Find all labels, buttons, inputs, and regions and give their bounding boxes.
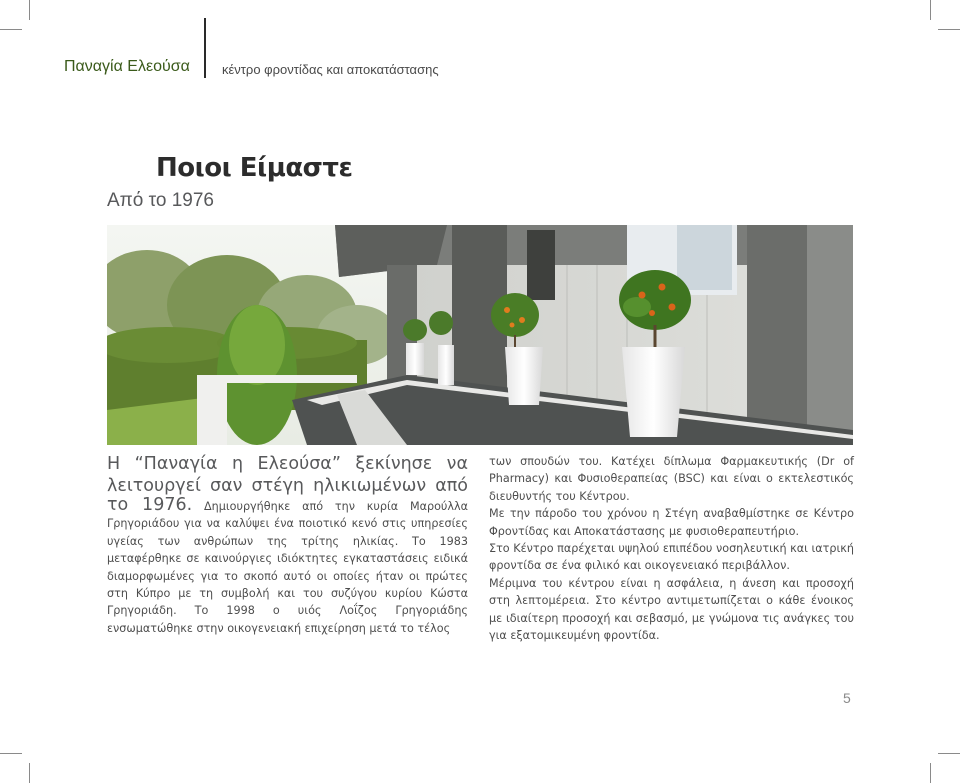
- crop-mark: [938, 753, 960, 754]
- left-body-paragraph: [107, 497, 468, 637]
- crop-mark: [938, 29, 960, 30]
- right-paragraph-4: Μέριμνα του κέντρου είναι η ασφάλεια, η άνεση και προσοχή στη λεπτομέρεια. Στο κέντρο αντιμετωπίζεται ο κάθε ένοικος με ιδιαίτερη προσοχή και σεβασμό, με γνώμονα τις ανάγκες του για εξατομικευμένη φροντίδα.: [489, 576, 854, 643]
- crop-mark: [0, 753, 22, 754]
- crop-mark: [930, 763, 931, 783]
- crop-mark: [29, 763, 30, 783]
- lead-line-1: Η “Παναγία η Ελεούσα” ξεκίνησε να: [107, 454, 468, 474]
- lead-start: το 1976.: [107, 495, 193, 515]
- right-column: [489, 453, 854, 644]
- right-paragraph-1: των σπουδών του. Κατέχει δίπλωμα Φαρμακευτικής (Dr of Pharmacy) και Φυσιοθεραπείας (BSC) και είναι ο εκτελεστικός διευθυντής του Κέντρου.: [489, 455, 854, 503]
- brand-name: Παναγία Ελεούσα: [64, 58, 190, 75]
- crop-mark: [29, 0, 30, 20]
- page-title: Ποιοι Είμαστε: [156, 153, 353, 183]
- crop-mark: [930, 0, 931, 20]
- left-column: [107, 453, 468, 637]
- left-body-text: Δημιουργήθηκε από την κυρία Μαρούλλα Γρηγοριάδου για να καλύψει ένα ποιοτικό κενό στις υπηρεσίες υγείας των ανθρώπων της τρίτης ηλικίας. Το 1983 μεταφέρθηκε σε καινούργιες ιδιόκτητες εγκαταστάσεις ειδικά διαμορφωμένες για το σκοπό αυτό οι οποίες ήταν οι πρώτες στη Κύπρο με τη συμβολή και του συζύγου κυρίου Κώστα Γρηγοριάδη. Το 1998 ο υιός Λοΐζος Γρηγοριάδης ενσωματώθηκε στην οικογενειακή επιχείρηση μετά το τέλος: [107, 500, 469, 635]
- page-number: 5: [843, 690, 851, 706]
- tagline: κέντρο φροντίδας και αποκατάστασης: [222, 62, 439, 77]
- lead-line-2: λειτουργεί σαν στέγη ηλικιωμένων από: [107, 476, 468, 496]
- crop-mark: [0, 29, 22, 30]
- right-paragraph-2: Με την πάροδο του χρόνου η Στέγη αναβαθμίστηκε σε Κέντρο Φροντίδας και Αποκατάστασης με φυσιοθεραπευτήριο.: [489, 507, 854, 538]
- building-photo: [107, 225, 853, 445]
- header-divider: [204, 18, 206, 78]
- right-paragraph-3: Στο Κέντρο παρέχεται υψηλού επιπέδου νοσηλευτική και ιατρική φροντίδα σε ένα φιλικό και οικογενειακό περιβάλλον.: [489, 542, 854, 573]
- page-subtitle: Από το 1976: [107, 190, 214, 211]
